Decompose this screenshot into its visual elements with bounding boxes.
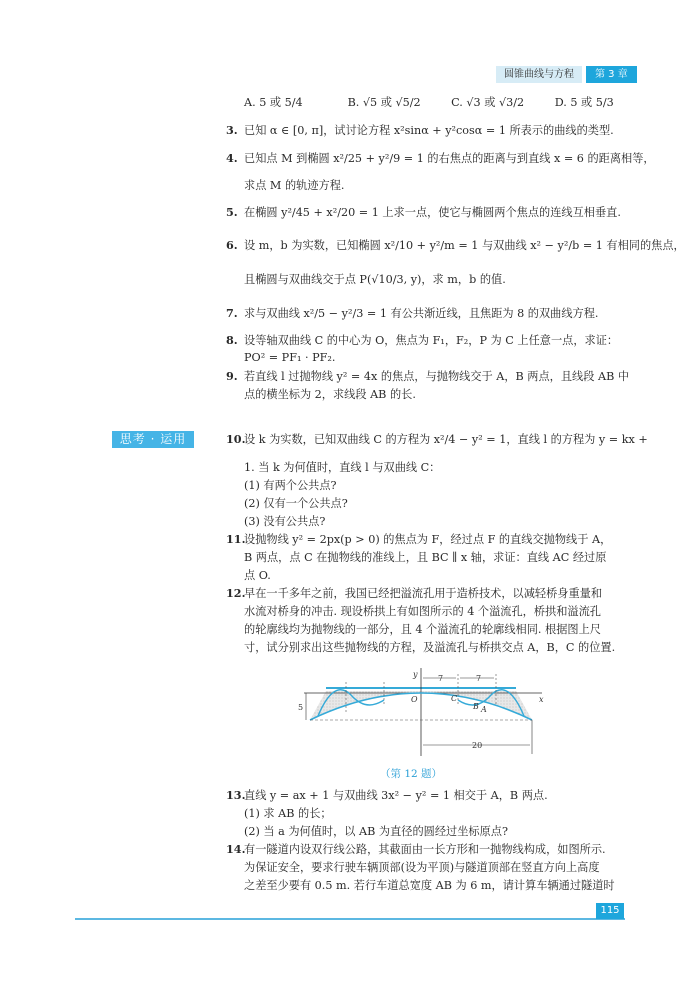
section-title: 圆锥曲线与方程 — [496, 66, 582, 83]
svg-text:5: 5 — [298, 703, 304, 712]
problem-10: 10.设 k 为实数，已知双曲线 C 的方程为 x²/4 − y² = 1，直线 l 的方程为 y = kx + — [226, 432, 648, 446]
problem-14-cont2: 之差至少要有 0.5 m. 若行车道总宽度 AB 为 6 m，请计算车辆通过隧道时 — [244, 879, 615, 892]
svg-text:x: x — [539, 695, 544, 704]
option-d: D. 5 或 5/3 — [554, 96, 614, 109]
svg-text:C: C — [451, 694, 458, 703]
problem-9-cont: 点的横坐标为 2，求线段 AB 的长. — [244, 388, 416, 401]
problem-10-sub1: (1) 有两个公共点? — [244, 479, 337, 492]
problem-8-cont: PO² = PF₁ · PF₂. — [244, 351, 336, 364]
bridge-arch-diagram — [296, 664, 546, 762]
problem-14: 14.有一隧道内设双行线公路，其截面由一长方形和一抛物线构成，如图所示. — [226, 842, 606, 856]
answer-options — [244, 94, 614, 111]
problem-12-cont3: 寸，试分别求出这些抛物线的方程，及溢流孔与桥拱交点 A，B，C 的位置. — [244, 641, 616, 654]
option-a: A. 5 或 5/4 — [244, 96, 303, 109]
problem-12-cont: 水流对桥身的冲击. 现设桥拱上有如图所示的 4 个溢流孔，桥拱和溢流孔 — [244, 605, 601, 618]
problem-13-sub2: (2) 当 a 为何值时，以 AB 为直径的圆经过坐标原点? — [244, 825, 508, 838]
problem-7: 7. 求与双曲线 x²/5 − y²/3 = 1 有公共渐近线，且焦距为 8 的双曲线方程. — [226, 306, 599, 320]
problem-11-cont: B 两点，点 C 在抛物线的准线上，且 BC ∥ x 轴，求证：直线 AC 经过原 — [244, 551, 607, 564]
problem-4: 4. 已知点 M 到椭圆 x²/25 + y²/9 = 1 的右焦点的距离与到直线 x = 6 的距离相等， — [226, 151, 655, 165]
problem-11: 11.设抛物线 y² = 2px(p > 0) 的焦点为 F，经过点 F 的直线交抛物线于 A， — [226, 532, 612, 546]
problem-6-cont: 且椭圆与双曲线交于点 P(√10/3, y)，求 m，b 的值. — [244, 273, 506, 286]
svg-text:A: A — [481, 705, 487, 714]
problem-13-sub1: (1) 求 AB 的长； — [244, 807, 332, 820]
svg-text:7: 7 — [476, 674, 482, 683]
problem-5: 5. 在椭圆 y²/45 + x²/20 = 1 上求一点，使它与椭圆两个焦点的连线互相垂直. — [226, 205, 621, 219]
svg-text:y: y — [413, 670, 418, 679]
svg-text:7: 7 — [438, 674, 444, 683]
think-apply-label: 思考 · 运用 — [112, 431, 194, 448]
page-number: 115 — [596, 903, 624, 919]
svg-text:B: B — [473, 702, 479, 711]
chapter-badge: 第 3 章 — [586, 66, 637, 83]
problem-3: 3. 已知 α ∈ [0, π]，试讨论方程 x²sinα + y²cosα = 1 所表示的曲线的类型. — [226, 123, 614, 137]
footer-rule — [75, 918, 625, 920]
problem-13: 13.直线 y = ax + 1 与双曲线 3x² − y² = 1 相交于 A，B 两点. — [226, 788, 548, 802]
problem-6: 6. 设 m，b 为实数，已知椭圆 x²/10 + y²/m = 1 与双曲线 x² − y²/b = 1 有相同的焦点， — [226, 238, 685, 252]
problem-4-cont: 求点 M 的轨迹方程. — [244, 179, 345, 192]
problem-12-cont2: 的轮廓线均为抛物线的一部分，且 4 个溢流孔的轮廓线相同. 根据图上尺 — [244, 623, 601, 636]
bridge-arch-figure — [296, 664, 546, 762]
svg-text:O: O — [411, 695, 418, 704]
problem-10-sub3: (3) 没有公共点? — [244, 515, 326, 528]
figure-caption: （第 12 题） — [380, 768, 443, 780]
problem-11-cont2: 点 O. — [244, 569, 271, 582]
problem-9: 9. 若直线 l 过抛物线 y² = 4x 的焦点，与抛物线交于 A，B 两点，且线段 AB 中 — [226, 369, 630, 383]
svg-text:20: 20 — [472, 741, 483, 750]
problem-12: 12.早在一千多年之前，我国已经把溢流孔用于造桥技术，以减轻桥身重量和 — [226, 586, 603, 600]
running-header — [496, 66, 637, 83]
problem-14-cont: 为保证安全，要求行驶车辆顶部(设为平顶)与隧道顶部在竖直方向上高度 — [244, 861, 600, 874]
problem-10-cont: 1. 当 k 为何值时，直线 l 与双曲线 C： — [244, 461, 441, 474]
option-b: B. √5 或 √5/2 — [347, 96, 421, 109]
option-c: C. √3 或 √3/2 — [451, 96, 525, 109]
problem-8: 8. 设等轴双曲线 C 的中心为 O，焦点为 F₁，F₂，P 为 C 上任意一点，求证： — [226, 333, 619, 347]
problem-10-sub2: (2) 仅有一个公共点? — [244, 497, 348, 510]
